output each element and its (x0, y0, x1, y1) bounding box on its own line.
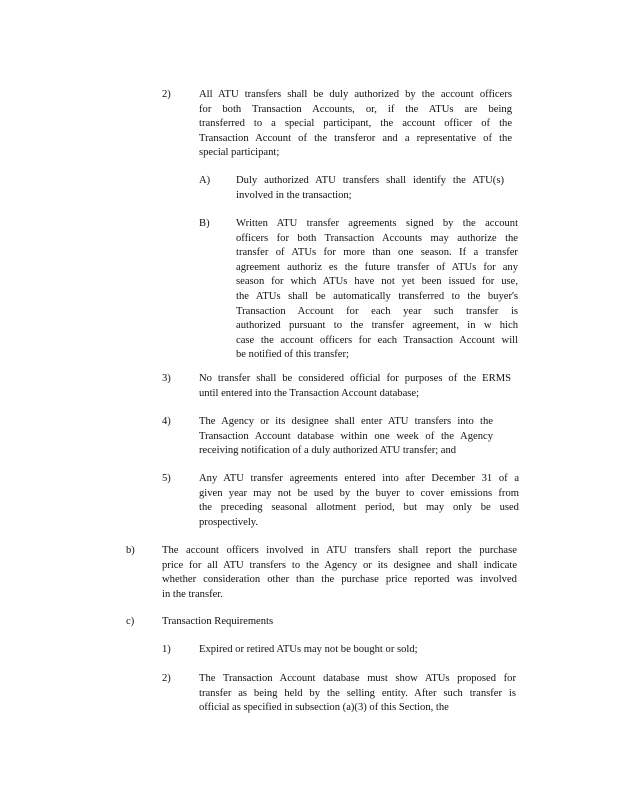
item-text: Expired or retired ATUs may not be bought or sold; (199, 644, 418, 655)
item-label: B) (199, 218, 210, 229)
item-label: 5) (162, 473, 171, 484)
item-text: Written ATU transfer agreements signed by the account officers for both Transaction Accounts may authorize the transfer of ATUs for more than one season. If a transfer agreement authoriz es the future transfer of ATUs for any season for which ATUs have not yet been issued for use, the ATUs shall be automatically transferred to the buyer's Transaction Account for each year such transfer is authorized pursuant to the transfer agreement, in w hich case the account officers for each Transaction Account will be notified of this transfer; (236, 218, 519, 361)
item-label: c) (126, 616, 135, 627)
item-label: 4) (162, 416, 171, 427)
item-text: Duly authorized ATU transfers shall identify the ATU(s) involved in the transaction; (236, 175, 504, 201)
item-label: 2) (162, 89, 171, 100)
item-text: The Transaction Account database must show ATUs proposed for transfer as being held by the selling entity. After such transfer is official as specified in subsection (a)(3) of this Section, the (199, 673, 517, 714)
item-text: The Agency or its designee shall enter ATU transfers into the Transaction Account database within one week of the Agency receiving notification of a duly authorized ATU transfer; and (199, 416, 493, 457)
item-label: b) (126, 545, 135, 556)
item-label: 2) (162, 673, 171, 684)
item-text: Transaction Requirements (162, 616, 274, 627)
item-text: All ATU transfers shall be duly authorized by the account officers for both Transaction Accounts, or, if the ATUs are being transferred to a special participant, the account officer of the Transaction Account of the transferor and a representative of the special participant; (199, 89, 513, 159)
item-label: A) (199, 175, 211, 186)
item-label: 1) (162, 644, 171, 655)
item-text: The account officers involved in ATU transfers shall report the purchase price for all ATU transfers to the Agency or its designee and shall indicate whether consideration other than the purchase price reported was involved in the transfer. (162, 545, 518, 600)
item-text: Any ATU transfer agreements entered into after December 31 of a given year may not be used by the buyer to cover emissions from the preceding seasonal allotment period, but may only be used prospectively. (199, 473, 520, 528)
item-text: No transfer shall be considered official for purposes of the ERMS until entered into the Transaction Account database; (199, 373, 512, 399)
item-label: 3) (162, 373, 171, 384)
